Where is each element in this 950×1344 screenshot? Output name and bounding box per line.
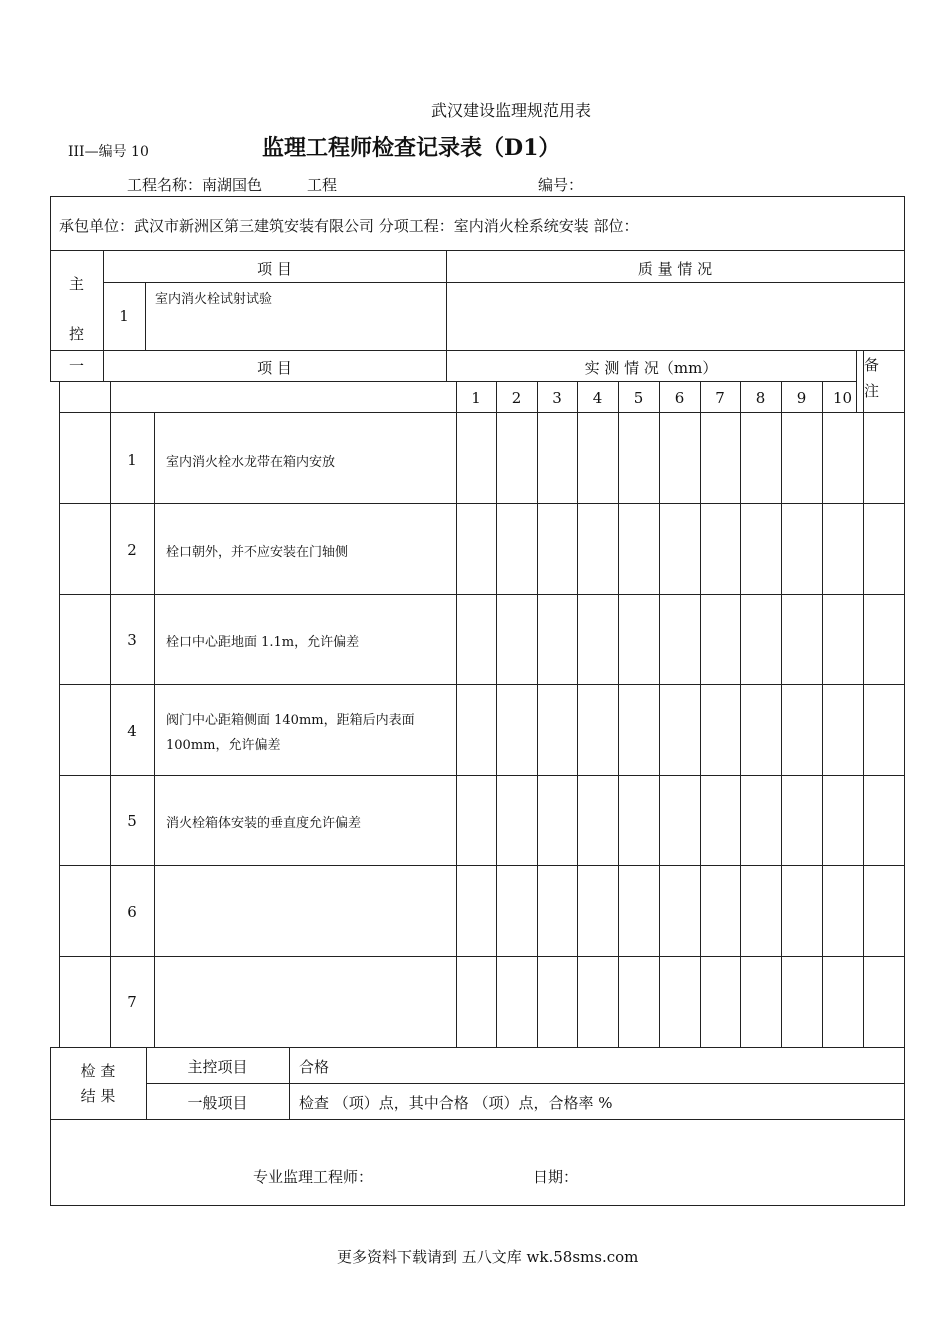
column-number: 3: [552, 389, 562, 407]
project-name: 工程名称：南湖国色: [127, 176, 263, 194]
main-control-label-1: 主: [69, 275, 85, 293]
column-number: 2: [511, 389, 522, 407]
main-items-label: 主控项目: [187, 1058, 248, 1076]
footer-text: 更多资料下载请到 五八文库 wk.58sms.com: [337, 1248, 639, 1266]
column-number: 5: [633, 389, 644, 407]
contractor-info-row: 承包单位：武汉市新洲区第三建筑安装有限公司 分项工程：室内消火栓系统安装 部位：: [59, 217, 639, 235]
row-item-text: 室内消火栓水龙带在箱内安放: [166, 455, 336, 470]
row-number: 5: [127, 812, 137, 830]
form-code: III—编号 10: [68, 144, 149, 160]
column-number: 8: [755, 389, 766, 407]
row-number: 1: [127, 451, 137, 469]
measure-header: 实 测 情 况（mm）: [584, 359, 718, 377]
main-item-text: 室内消火栓试射试验: [155, 292, 273, 307]
engineer-signature-label: 专业监理工程师：: [253, 1168, 374, 1186]
row-number: 4: [127, 722, 137, 740]
row-item-text-line2: 100mm，允许偏差: [166, 738, 281, 753]
column-number: 10: [832, 389, 853, 407]
row-item-text: 栓口朝外，并不应安装在门轴侧: [166, 545, 349, 560]
main-item-header: 项 目: [257, 260, 292, 278]
row-item-text: 栓口中心距地面 1.1m，允许偏差: [166, 635, 360, 650]
column-number: 6: [674, 389, 685, 407]
general-item-header: 项 目: [257, 359, 292, 377]
column-number: 4: [592, 389, 603, 407]
quality-header: 质 量 情 况: [637, 260, 713, 278]
main-control-label-2: 控: [69, 325, 85, 343]
result-label-2: 结 果: [80, 1087, 116, 1105]
date-label: 日期：: [533, 1168, 579, 1186]
main-item-no: 1: [119, 307, 129, 325]
org-title: 武汉建设监理规范用表: [431, 101, 592, 120]
row-number: 3: [127, 631, 137, 649]
general-items-result: 检查 （项）点，其中合格 （项）点，合格率 %: [299, 1094, 613, 1112]
row-number: 7: [127, 993, 137, 1011]
column-number: 9: [796, 389, 807, 407]
main-items-result: 合格: [299, 1058, 330, 1076]
result-label-1: 检 查: [80, 1062, 116, 1080]
row-number: 6: [127, 903, 137, 921]
row-number: 2: [127, 541, 137, 559]
general-items-label: 一般项目: [187, 1094, 248, 1112]
general-side-label: 一: [69, 357, 85, 375]
main-title: 监理工程师检查记录表（D1）: [262, 135, 561, 161]
remark-label-1: 备: [864, 356, 880, 374]
project-suffix: 工程: [307, 176, 338, 194]
number-label: 编号：: [538, 176, 584, 194]
row-item-text: 消火栓箱体安装的垂直度允许偏差: [166, 816, 362, 831]
column-number: 7: [715, 389, 725, 407]
row-item-text: 阀门中心距箱侧面 140mm，距箱后内表面: [166, 713, 415, 728]
column-number: 1: [471, 389, 481, 407]
remark-label-2: 注: [864, 382, 880, 400]
